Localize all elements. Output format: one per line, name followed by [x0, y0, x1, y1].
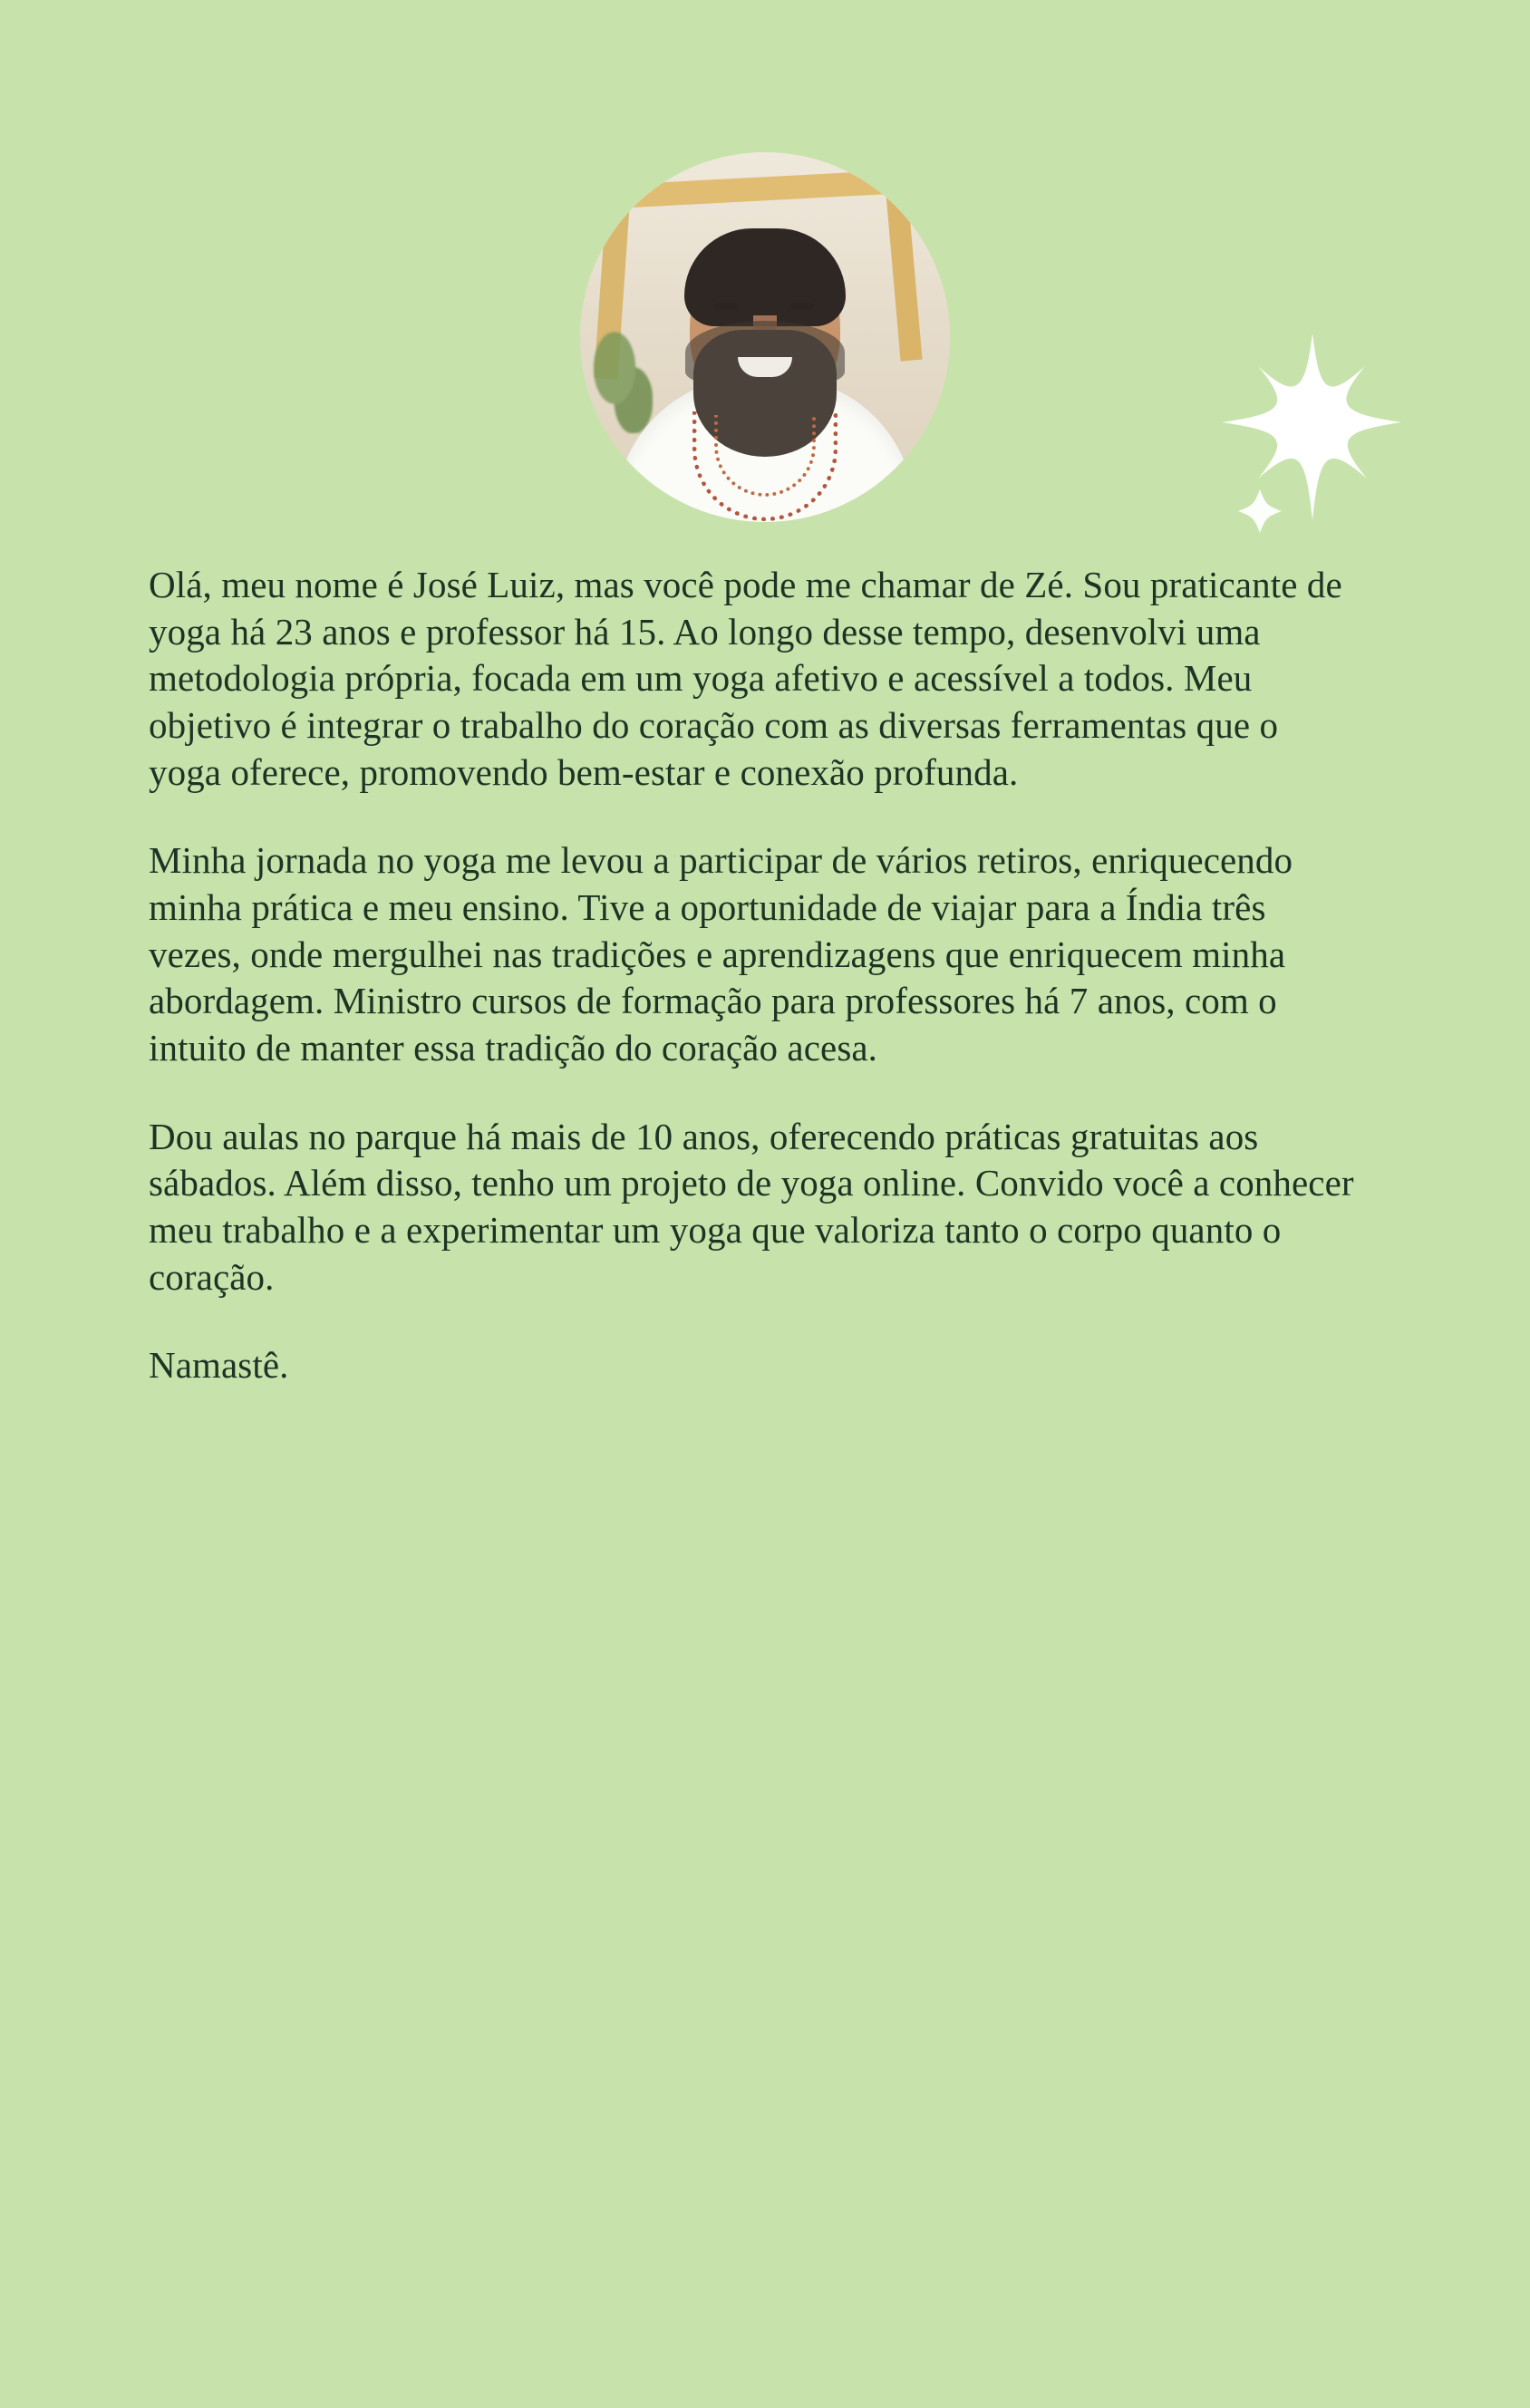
sparkle-star-icon	[1206, 326, 1414, 535]
eye-right	[790, 303, 814, 310]
paragraph-journey: Minha jornada no yoga me levou a participar de vários retiros, enriquecendo minha prática e meu ensino. Tive a oportunidade de viajar para a Índia três vezes, onde mergulhei nas tradições e aprendizagens que enriquecem minha abordagem. Ministro cursos de formação para professores há 7 anos, com o intuito de manter essa tradição do coração acesa.	[149, 839, 1293, 1069]
paragraph-closing: Namastê.	[149, 1344, 289, 1387]
avatar	[580, 152, 950, 522]
eye-left	[714, 303, 738, 310]
paragraph-intro: Olá, meu nome é José Luiz, mas você pode me chamar de Zé. Sou praticante de yoga há 23 anos e professor há 15. Ao longo desse tempo, desenvolvi uma metodologia própria, focada em um yoga afetivo e acessível a todos. Meu objetivo é integrar o trabalho do coração com as diversas ferramentas que o yoga oferece, promovendo bem-estar e conexão profunda.	[149, 564, 1342, 793]
about-text	[149, 562, 1354, 1389]
paragraph-classes: Dou aulas no parque há mais de 10 anos, oferecendo práticas gratuitas aos sábados. Além disso, tenho um projeto de yoga online. Convido você a conhecer meu trabalho e a experimentar um yoga que valoriza tanto o corpo quanto o coração.	[149, 1115, 1354, 1298]
portrait-photo	[580, 152, 950, 522]
plant-decor	[589, 324, 653, 433]
